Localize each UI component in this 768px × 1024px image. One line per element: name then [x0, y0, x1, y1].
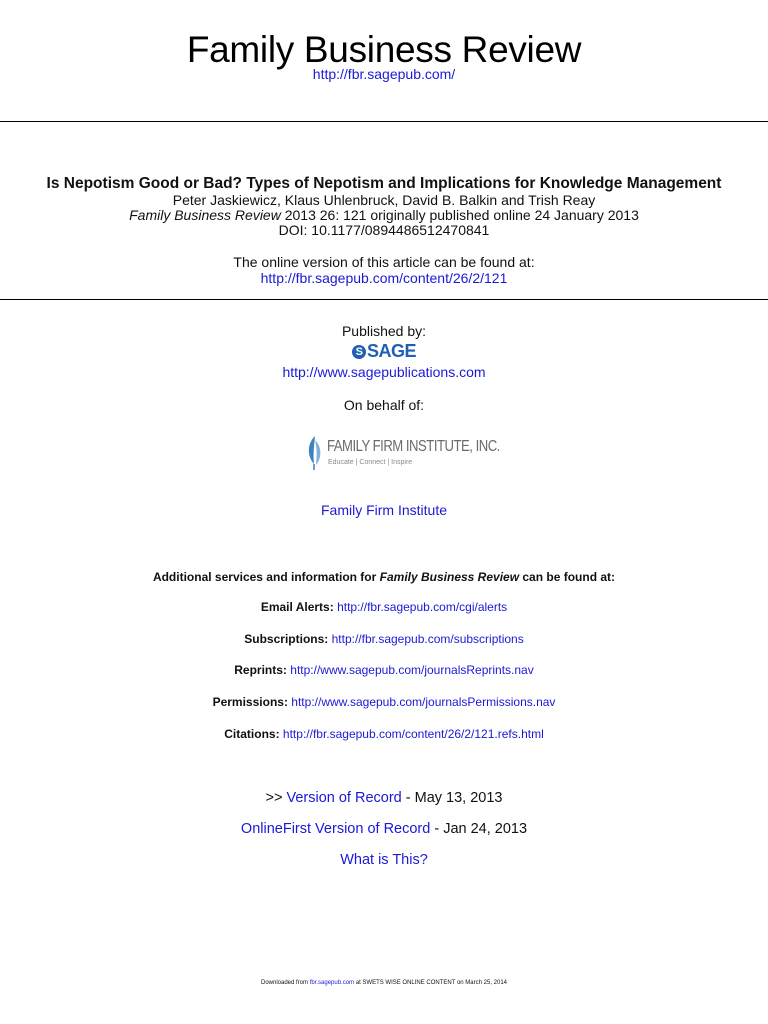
- ffi-link[interactable]: Family Firm Institute: [320, 502, 447, 518]
- service-link-reprints[interactable]: http://www.sagepub.com/journalsReprints.nav: [290, 663, 534, 677]
- journal-url-container: [0, 66, 768, 83]
- sage-url-container: [0, 364, 768, 381]
- ffi-link-container: [0, 502, 768, 519]
- article-doi: DOI: 10.1177/0894486512470841: [278, 222, 490, 238]
- top-divider: [0, 121, 768, 122]
- service-email-alerts: [0, 600, 768, 615]
- leaf-icon: [305, 434, 325, 472]
- citation-journal: Family Business Review: [129, 207, 281, 223]
- what-is-this-link[interactable]: What is This?: [340, 852, 428, 868]
- service-label: Reprints:: [234, 663, 287, 677]
- version-of-record-date: - May 13, 2013: [401, 790, 503, 806]
- ffi-logo-tagline: Educate | Connect | Inspire: [328, 459, 413, 466]
- ffi-logo-name: FAMILY FIRM INSTITUTE, INC.: [327, 438, 500, 455]
- published-by-label: Published by:: [341, 323, 427, 339]
- journal-url-link[interactable]: http://fbr.sagepub.com/: [312, 66, 456, 82]
- service-label: Email Alerts:: [260, 600, 334, 614]
- article-url-container: [0, 270, 768, 287]
- service-permissions: [0, 695, 768, 710]
- services-heading-journal: Family Business Review: [379, 570, 520, 584]
- version-of-record-row: [0, 789, 768, 807]
- online-version-text: The online version of this article can be found at:: [233, 254, 535, 270]
- service-link-permissions[interactable]: http://www.sagepub.com/journalsPermissions.nav: [291, 695, 556, 709]
- article-authors: Peter Jaskiewicz, Klaus Uhlenbruck, David B. Balkin and Trish Reay: [172, 192, 596, 208]
- online-first-date: - Jan 24, 2013: [430, 821, 528, 837]
- sage-logo-mark: S: [352, 345, 366, 359]
- what-is-this-container: [0, 851, 768, 869]
- service-link-subscriptions[interactable]: http://fbr.sagepub.com/subscriptions: [331, 632, 524, 646]
- journal-title: Family Business Review: [186, 29, 582, 70]
- service-subscriptions: [0, 632, 768, 647]
- footer-prefix: Downloaded from: [260, 980, 310, 986]
- services-heading: [0, 570, 768, 585]
- article-citation: [0, 207, 768, 223]
- article-url-link[interactable]: http://fbr.sagepub.com/content/26/2/121: [260, 270, 508, 286]
- service-link-citations[interactable]: http://fbr.sagepub.com/content/26/2/121.refs.html: [282, 727, 544, 741]
- service-citations: [0, 727, 768, 742]
- download-footer: [0, 979, 768, 987]
- service-label: Permissions:: [212, 695, 288, 709]
- footer-suffix: at SWETS WISE ONLINE CONTENT on March 25, 2014: [354, 980, 507, 986]
- sage-logo: [0, 341, 768, 361]
- ffi-logo: [305, 432, 500, 476]
- service-link-email-alerts[interactable]: http://fbr.sagepub.com/cgi/alerts: [337, 600, 508, 614]
- service-label: Subscriptions:: [244, 632, 329, 646]
- service-reprints: [0, 663, 768, 678]
- citation-details: 2013 26: 121 originally published online 24 January 2013: [280, 207, 639, 223]
- on-behalf-label: On behalf of:: [343, 397, 425, 413]
- sage-logo-text: SAGE: [366, 341, 416, 361]
- middle-divider: [0, 299, 768, 300]
- article-title: Is Nepotism Good or Bad? Types of Nepotism and Implications for Knowledge Management: [46, 175, 722, 192]
- version-of-record-link[interactable]: Version of Record: [286, 790, 402, 806]
- services-heading-suffix: can be found at:: [519, 570, 616, 584]
- services-heading-prefix: Additional services and information for: [152, 570, 380, 584]
- version-prefix: >>: [265, 790, 287, 806]
- sage-url-link[interactable]: http://www.sagepublications.com: [282, 364, 486, 380]
- footer-link[interactable]: fbr.sagepub.com: [309, 980, 355, 986]
- online-first-link[interactable]: OnlineFirst Version of Record: [240, 821, 431, 837]
- service-label: Citations:: [224, 727, 280, 741]
- online-first-row: [0, 820, 768, 838]
